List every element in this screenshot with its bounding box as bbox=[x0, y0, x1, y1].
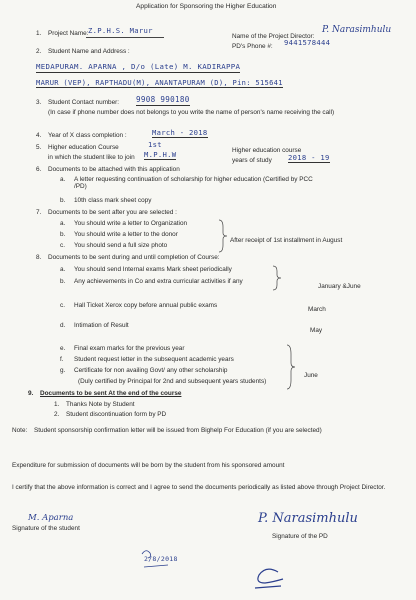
course-label-a: Higher education Course bbox=[48, 144, 119, 151]
section-number-6: 6. bbox=[36, 166, 42, 173]
during-a-key: a. bbox=[60, 266, 66, 273]
year-value: March - 2018 bbox=[152, 128, 208, 137]
during-c-key: c. bbox=[60, 302, 65, 309]
time-march: March bbox=[308, 306, 326, 313]
section-6-heading: Documents to be attached with this application bbox=[48, 166, 180, 173]
during-b-key: b. bbox=[60, 278, 66, 285]
after-c-text: You should send a full size photo bbox=[74, 242, 168, 249]
during-a-text: You should send Internal exams Mark sheet periodically bbox=[74, 266, 232, 273]
section-number-2: 2. bbox=[36, 48, 42, 55]
during-g-text: Certificate for non availing Govt/ any other scholarship bbox=[74, 367, 228, 374]
section-8-heading: Documents to be sent during and until completion of Course: bbox=[48, 254, 220, 261]
after-a-key: a. bbox=[60, 220, 66, 227]
during-f-key: f. bbox=[60, 356, 64, 363]
student-name-label: Student Name and Address : bbox=[48, 48, 130, 55]
director-label: Name of the Project Director: bbox=[232, 33, 315, 40]
end-1-key: 1. bbox=[54, 401, 60, 408]
contact-value: 9908 990180 bbox=[136, 95, 190, 104]
certify-text: I certify that the above information is correct and I agree to send the documents periodically as listed above through Project Director. bbox=[12, 484, 386, 491]
after-a-text: You should write a letter to Organization bbox=[74, 220, 188, 227]
year-label: Year of X class completion : bbox=[48, 132, 127, 139]
attach-a-key: a. bbox=[60, 176, 66, 183]
during-f-text: Student request letter in the subsequent academic years bbox=[74, 356, 234, 363]
address-line-1: MEDAPURAM. APARNA , D/o (Late) M. KADIRAPPA bbox=[36, 62, 241, 71]
contact-label: Student Contact number: bbox=[48, 99, 120, 106]
during-d-key: d. bbox=[60, 322, 66, 329]
section-number-1: 1. bbox=[36, 30, 42, 37]
section-number-3: 3. bbox=[36, 99, 42, 106]
attach-b-text: 10th class mark sheet copy bbox=[74, 197, 152, 204]
during-b-text: Any achievements in Co and extra curricular activities if any bbox=[74, 278, 243, 285]
project-name-label: Project Name: bbox=[48, 30, 89, 37]
project-name-underline bbox=[86, 37, 164, 38]
brace-during-ab bbox=[272, 265, 282, 291]
attach-a-text: A letter requesting continuation of scholarship for higher education (Certified by PCC /PD) bbox=[74, 176, 313, 191]
after-b-key: b. bbox=[60, 231, 66, 238]
section-number-8: 8. bbox=[36, 254, 42, 261]
director-name-value: P. Narasimhulu bbox=[322, 25, 392, 35]
after-b-text: You should write a letter to the donor bbox=[74, 231, 178, 238]
during-e-text: Final exam marks for the previous year bbox=[74, 345, 185, 352]
note-2: Expenditure for submission of documents will be born by the student from his sponsored amount bbox=[12, 462, 285, 469]
section-9-heading: Documents to be sent At the end of the course bbox=[40, 390, 182, 397]
end-1-text: Thanks Note by Student bbox=[66, 401, 135, 408]
contact-note: (In case if phone number does not belongs to you write the name of person's name receiving the call) bbox=[48, 109, 335, 116]
time-jan-june: January &June bbox=[318, 283, 361, 290]
during-g-sub: (Duly certified by Principal for 2nd and subsequent years students) bbox=[78, 378, 267, 385]
date-mark: 2/8/2018 bbox=[144, 555, 178, 563]
after-note: After receipt of 1st installment in August bbox=[230, 237, 343, 244]
end-2-text: Student discontinuation form by PD bbox=[66, 411, 167, 418]
section-number-9: 9. bbox=[28, 390, 34, 397]
brace-during-eg bbox=[286, 344, 296, 390]
brace-after-selected bbox=[218, 219, 228, 253]
section-number-4: 4. bbox=[36, 132, 42, 139]
project-name-value: Z.P.H.S. Marur bbox=[88, 26, 153, 35]
note-1: Student sponsorship confirmation letter will be issued from Bighelp For Education (if you are selected) bbox=[34, 427, 322, 434]
form-title: Application for Sponsoring the Higher Education bbox=[136, 3, 277, 10]
course-year-value: 1st bbox=[148, 140, 162, 149]
pen-scribble bbox=[252, 566, 286, 592]
time-may: May bbox=[310, 327, 323, 334]
section-7-heading: Documents to be sent after you are selected : bbox=[48, 209, 177, 216]
after-c-key: c. bbox=[60, 242, 65, 249]
student-signature: M. Aparna bbox=[28, 513, 74, 523]
date-scribble bbox=[140, 548, 170, 570]
attach-b-key: b. bbox=[60, 197, 66, 204]
during-g-key: g. bbox=[60, 367, 66, 374]
end-2-key: 2. bbox=[54, 411, 60, 418]
address-line-2: MARUR (VEP), RAPTHADU(M), ANANTAPURAM (D), Pin: 515641 bbox=[36, 78, 283, 87]
section-number-7: 7. bbox=[36, 209, 42, 216]
student-signature-label: Signature of the student bbox=[12, 525, 80, 532]
years-label-a: Higher education course bbox=[232, 147, 302, 154]
section-number-5: 5. bbox=[36, 144, 42, 151]
during-e-key: e. bbox=[60, 345, 66, 352]
course-label-b: in which the student like to join bbox=[48, 154, 135, 161]
pd-phone-value: 9441578444 bbox=[284, 38, 331, 47]
years-value: 2018 - 19 bbox=[288, 153, 330, 162]
course-value: M.P.H.W bbox=[144, 150, 177, 159]
note-label: Note: bbox=[12, 427, 28, 434]
during-d-text: Intimation of Result bbox=[74, 322, 129, 329]
during-c-text: Hall Ticket Xerox copy before annual public exams bbox=[74, 302, 218, 309]
director-signature: P. Narasimhulu bbox=[258, 511, 358, 526]
time-june: June bbox=[304, 372, 318, 379]
director-signature-label: Signature of the PD bbox=[272, 533, 328, 540]
years-label-b: years of study bbox=[232, 157, 272, 164]
pd-phone-label: PD's Phone #: bbox=[232, 43, 273, 50]
